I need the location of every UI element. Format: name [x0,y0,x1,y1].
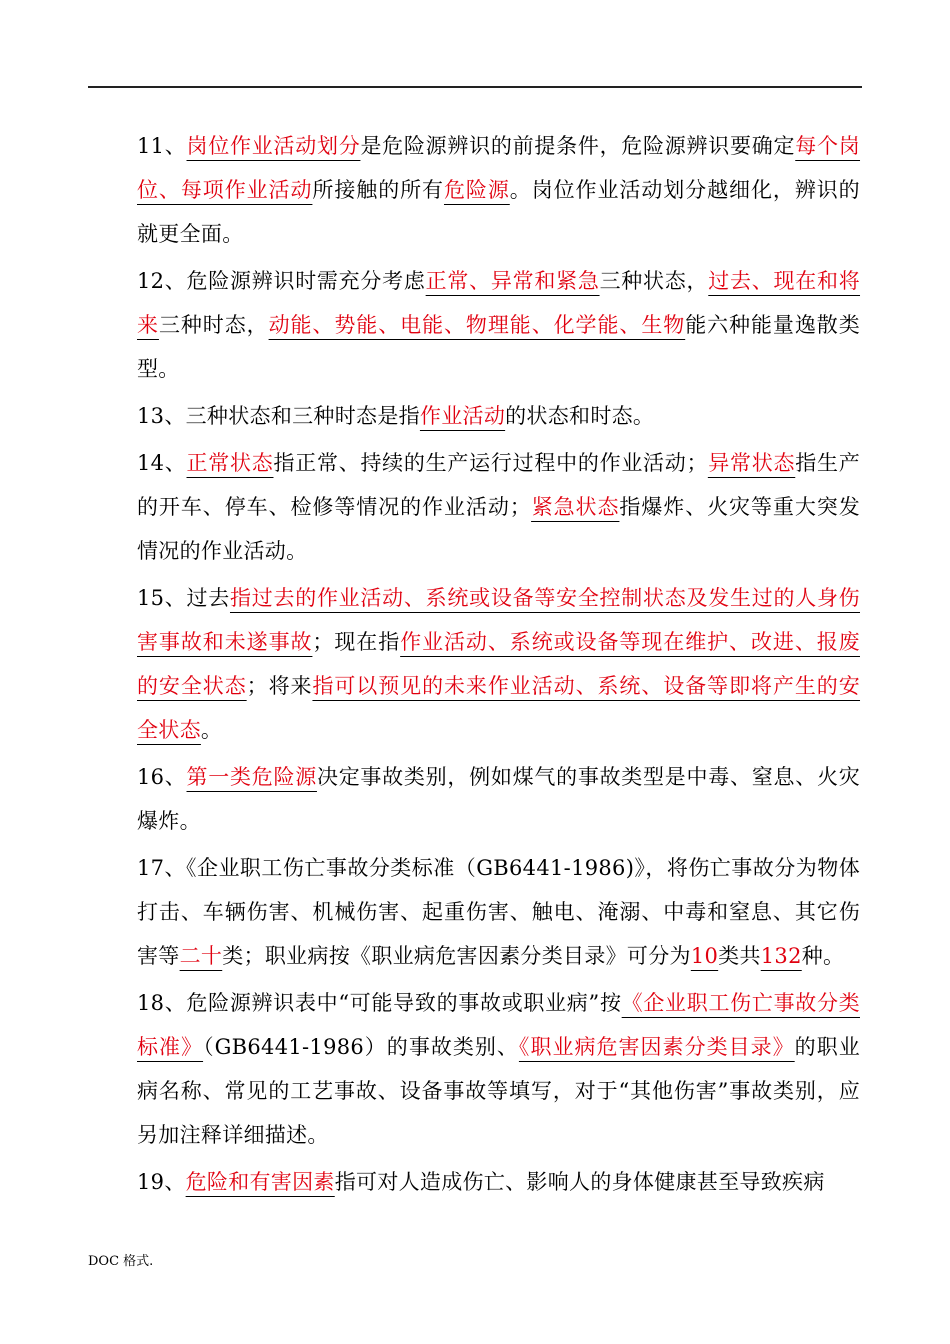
body-text: 所接触的所有 [312,178,444,202]
answer-text: 第一类危险源 [186,765,317,789]
body-text: 种。 [801,944,845,968]
answer-text: 每个岗位、每项作业活动 [137,134,861,202]
item-15 [137,576,860,752]
body-text: 三种状态， [599,269,709,293]
body-text: 15、过去 [137,586,230,610]
body-text: 三种时态， [158,313,269,337]
body-text: 14、 [137,451,187,475]
answer-text: 危险源 [443,178,510,202]
answer-text: 作业活动、系统或设备等现在维护、改进、报废的安全状态 [137,630,860,698]
item-18 [137,981,860,1157]
item-12 [137,259,860,391]
answer-text: 异常状态 [707,451,796,475]
document-body [137,124,860,1207]
body-text: 17、《企业职工伤亡事故分类标准（GB6441-1986)》，将伤亡事故分为物体打击、车辆伤害、机械伤害、起重伤害、触电、淹溺、中毒和窒息、其它伤害等 [137,856,860,968]
body-text: 。 [200,718,223,742]
footer-text: DOC 格式. [88,1254,154,1269]
item-14 [137,441,860,573]
body-text: 的状态和时态。 [505,404,655,428]
answer-text: 《职业病危害因素分类目录》 [518,1035,795,1059]
body-text: 13、三种状态和三种时态是指 [137,404,420,428]
answer-text: 紧急状态 [531,495,620,519]
body-text: 类；职业病按《职业病危害因素分类目录》可分为 [222,944,691,968]
answer-text: 岗位作业活动划分 [186,134,361,158]
body-text: 19、 [137,1170,186,1194]
body-text: ；将来 [246,674,313,698]
answer-text: 正常状态 [186,451,274,475]
body-text: 类共 [718,944,761,968]
answer-text: 10 [690,944,719,968]
item-11 [137,124,860,256]
answer-text: 二十 [179,944,223,968]
item-17 [137,846,860,978]
item-13 [137,394,860,438]
body-text: ；现在指 [312,630,401,654]
body-text: 指正常、持续的生产运行过程中的作业活动； [273,451,708,475]
body-text: 指可对人造成伤亡、影响人的身体健康甚至导致疾病 [334,1170,825,1194]
body-text: 指生产的开车、停车、检修等情况的作业活动； [137,451,861,519]
body-text: 11、 [137,134,187,158]
answer-text: 指可以预见的未来作业活动、系统、设备等即将产生的安全状态 [137,674,861,742]
item-16 [137,755,860,843]
body-text: 能六种能量逸散类型。 [137,313,860,381]
answer-text: 指过去的作业活动、系统或设备等安全控制状态及发生过的人身伤害事故和未遂事故 [137,586,860,654]
answer-text: 动能、势能、电能、物理能、化学能、生物 [268,313,686,337]
body-text: 的职业病名称、常见的工艺事故、设备事故等填写，对于“其他伤害”事故类别，应另加注释详细描述。 [137,1035,861,1147]
answer-text: 过去、现在和将来 [137,269,861,337]
body-text: 16、 [137,765,187,789]
body-text: 18、危险源辨识表中“可能导致的事故或职业病”按 [137,991,622,1015]
answer-text: 132 [760,944,802,968]
body-text: 指爆炸、火灾等重大突发情况的作业活动。 [137,495,860,563]
answer-text: 危险和有害因素 [185,1170,335,1194]
answer-text: 正常、异常和紧急 [425,269,600,293]
header-rule [88,86,862,88]
answer-text: 《企业职工伤亡事故分类标准》 [137,991,860,1059]
body-text: 决定事故类别，例如煤气的事故类型是中毒、窒息、火灾爆炸。 [137,765,860,833]
answer-text: 作业活动 [419,404,506,428]
body-text: 是危险源辨识的前提条件，危险源辨识要确定 [360,134,796,158]
body-text: 。岗位作业活动划分越细化，辨识的就更全面。 [137,178,860,246]
body-text: （GB6441-1986）的事故类别、 [203,1035,519,1059]
body-text: 12、危险源辨识时需充分考虑 [137,269,426,293]
item-19 [137,1160,860,1204]
